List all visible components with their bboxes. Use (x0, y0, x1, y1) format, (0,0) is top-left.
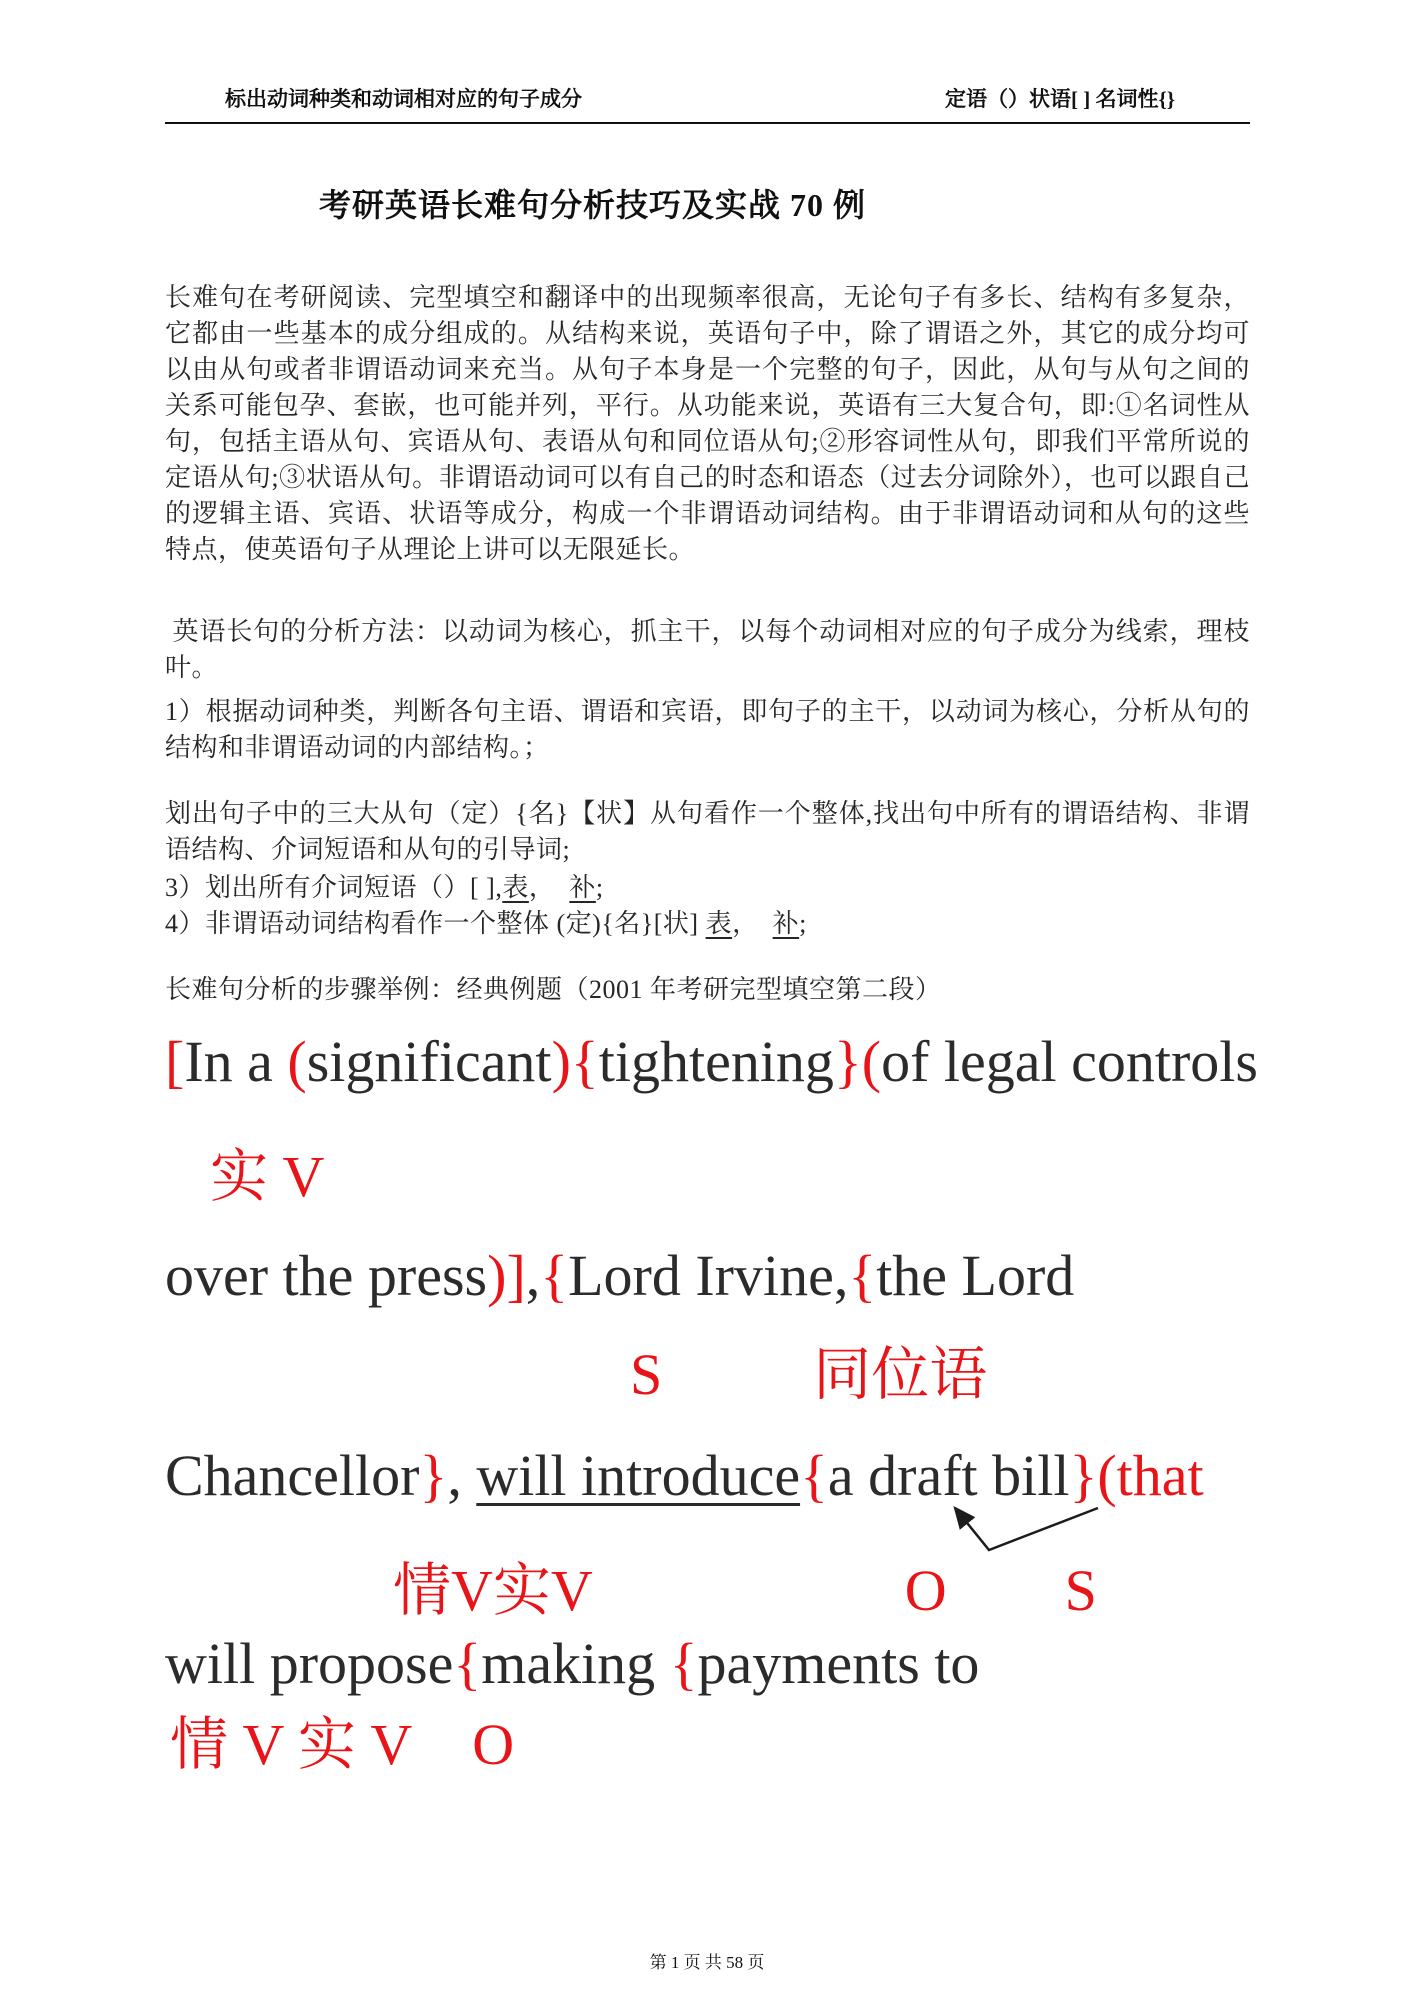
text-segment: , (525, 1242, 541, 1308)
example-sentence-line-2 (165, 1244, 1250, 1309)
text-segment: , (447, 1442, 477, 1508)
text-segment: 同位语 (813, 1341, 988, 1407)
page-footer: 第 1 页 共 58 页 (649, 1953, 765, 1972)
text-segment: ( (861, 1029, 882, 1094)
text-segment: 3）划出所有介词短语（）[ ], (165, 873, 503, 902)
text-segment: ， (528, 873, 570, 902)
document-title: 考研英语长难句分析技巧及实战 70 例 (318, 187, 866, 223)
text-segment: ; (799, 909, 807, 938)
text-segment: 情 V 实 V (170, 1711, 413, 1777)
text-segment: } (833, 1029, 862, 1094)
method-paragraph: 英语长句的分析方法：以动词为核心，抓主干，以每个动词相对应的句子成分为线索，理枝叶。 (165, 617, 1250, 682)
text-segment: In a (184, 1029, 288, 1094)
text-segment: Chancellor (165, 1442, 420, 1508)
text-segment: [ (165, 1029, 185, 1094)
page-header (165, 83, 1250, 113)
text-segment: O (472, 1711, 515, 1777)
text-segment: { (669, 1630, 698, 1696)
text-segment: { (540, 1242, 569, 1308)
text-segment: { (453, 1630, 482, 1696)
text-segment: over the press (165, 1242, 488, 1308)
text-segment: ; (595, 873, 604, 902)
text-segment: payments to (697, 1630, 980, 1696)
text-segment: } (419, 1442, 448, 1508)
text-segment: ( (287, 1029, 307, 1094)
text-segment: a draft bill (827, 1442, 1070, 1508)
text-segment: S (630, 1341, 663, 1407)
text-segment: } (1069, 1442, 1098, 1508)
step-1-line: 1）根据动词种类，判断各句主语、谓语和宾语，即句子的主干，以动词为核心，分析从句的结构和非谓语动词的内部结构。； (165, 697, 1250, 762)
annotation-line-shi-v (165, 1145, 1250, 1210)
text-segment: )] (487, 1242, 526, 1308)
text-segment: { (800, 1442, 828, 1508)
text-segment: 表 (502, 873, 529, 902)
clause-note-paragraph: 划出句子中的三大从句（定）{名}【状】从句看作一个整体,找出句中所有的谓语结构、非谓语结构、介词短语和从句的引导词; (165, 799, 1250, 864)
text-segment: O (904, 1557, 947, 1623)
example-sentence-line-1 (165, 1029, 1258, 1095)
text-segment: of legal controls (881, 1029, 1258, 1094)
text-segment: 补 (772, 909, 800, 938)
header-rule (165, 122, 1250, 124)
header-left-text: 标出动词种类和动词相对应的句子成分 (225, 87, 582, 111)
header-right-text: 定语（）状语[ ] 名词性{} (944, 87, 1175, 111)
text-segment: 情V实V (393, 1557, 593, 1623)
text-segment: { (848, 1242, 877, 1308)
text-segment: will propose (165, 1630, 454, 1696)
text-segment: ， (732, 909, 773, 938)
step-3-line (165, 870, 1250, 906)
text-segment: { (570, 1029, 599, 1094)
text-segment: 4）非谓语动词结构看作一个整体 (定){名}[状] (165, 909, 706, 938)
example-intro-line: 长难句分析的步骤举例：经典例题（2001 年考研完型填空第二段） (165, 975, 942, 1004)
text-segment: (that (1097, 1442, 1204, 1508)
text-segment: tightening (598, 1029, 834, 1094)
example-sentence-line-4 (165, 1632, 1250, 1697)
annotation-line-qing-v-shi-v-o (165, 1713, 1250, 1778)
text-segment: S (1064, 1557, 1097, 1623)
text-segment: 实 V (210, 1143, 325, 1209)
intro-paragraph: 长难句在考研阅读、完型填空和翻译中的出现频率很高，无论句子有多长、结构有多复杂，它都由一些基本的成分组成的。从结构来说，英语句子中，除了谓语之外，其它的成分均可以由从句或者非谓语动词来充当。从句子本身是一个完整的句子，因此，从句与从句之间的关系可能包孕、套嵌，也可能并列，平行。从功能来说，英语有三大复合句，即:①名词性从句，包括主语从句、宾语从句、表语从句和同位语从句;②形容词性从句，即我们平常所说的定语从句;③状语从句。非谓语动词可以有自己的时态和语态（过去分词除外），也可以跟自己的逻辑主语、宾语、状语等成分，构成一个非谓语动词结构。由于非谓语动词和从句的这些特点，使英语句子从理论上讲可以无限延长。 (165, 283, 1250, 564)
step-4-line (165, 906, 1250, 942)
text-segment: the Lord (876, 1242, 1075, 1308)
antecedent-reference-arrow-icon (928, 1492, 1118, 1572)
annotation-line-s-appositive (165, 1343, 1250, 1408)
text-segment: making (481, 1630, 670, 1696)
text-segment: 表 (705, 909, 733, 938)
text-segment: will introduce (476, 1442, 801, 1508)
text-segment: 补 (569, 873, 596, 902)
text-segment: ) (551, 1029, 571, 1094)
text-segment: Lord Irvine, (568, 1242, 849, 1308)
text-segment: significant (306, 1029, 552, 1094)
